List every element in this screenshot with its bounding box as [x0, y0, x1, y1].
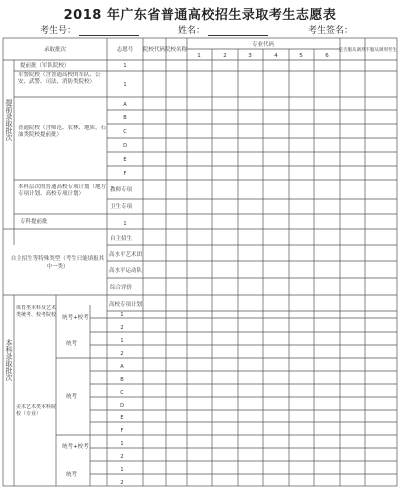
group-public-sec: 军警院校（含普通高校的军队、公安、武警、司法、消防类院校）	[18, 72, 101, 85]
form-title: 2018 年广东省普通高校招生录取考生志愿表	[63, 8, 337, 23]
subgroup-exam-school: 统考+校考	[62, 315, 89, 321]
vol-label: A	[120, 364, 124, 370]
group-art-sports: 体育类本科及艺术类统考、校考院校	[16, 305, 56, 318]
option-special-plan: 高校专项计划	[109, 302, 143, 308]
subgroup-exam3: 统考	[66, 472, 78, 478]
vol-label: 1	[120, 338, 124, 344]
name-label: 姓名：	[178, 26, 206, 36]
vol-label: E	[120, 415, 124, 421]
vol-label: 1	[120, 312, 124, 318]
vol-label: 2	[120, 454, 124, 460]
subgroup-exam-school2: 统考+校考	[62, 444, 89, 450]
vol-label: D	[120, 403, 124, 409]
major-col-3: 3	[248, 53, 252, 59]
group-normal: 普通院校（含师范、农林、地质、石油类院校提前批）	[18, 125, 106, 138]
major-col-2: 2	[223, 53, 227, 59]
vol-label: F	[120, 428, 124, 434]
vol-label: E	[123, 157, 127, 163]
option-health: 卫生专项	[110, 204, 133, 210]
header-school-name: 院校名称	[164, 47, 188, 53]
option-comprehensive: 综合评价	[110, 285, 133, 291]
header-note: 不服从调剂考生	[365, 48, 397, 53]
vol-label: A	[123, 102, 127, 108]
option-high-level-sports: 高水平运动队	[109, 268, 143, 274]
vol-label: 2	[120, 351, 124, 357]
group-military: 提前批（军队院校）	[20, 63, 70, 69]
group-independent: 自主招生等特殊类型（考生只能填报其中一类）	[10, 256, 105, 270]
vol-label: 2	[120, 325, 124, 331]
header-school-code: 院校代码	[142, 47, 166, 53]
major-col-1: 1	[197, 53, 201, 59]
major-col-4: 4	[274, 53, 278, 59]
vol-label: 1	[123, 63, 127, 69]
subgroup-exam2: 统考	[66, 394, 78, 400]
header-category: 录取批次	[43, 47, 67, 53]
group-special-plan: 本科层次的普通高校专项计划（地方专项计划、高校专项计划）	[18, 184, 106, 197]
major-col-5: 5	[299, 53, 303, 59]
vol-label: C	[120, 390, 124, 396]
vol-label: 1	[123, 221, 127, 227]
section-regular: 本科录取批次	[5, 339, 13, 381]
vol-label: C	[123, 129, 127, 135]
option-self-admission: 自主招生	[110, 236, 133, 242]
candidate-no-label: 考生号：	[40, 26, 77, 36]
vol-label: F	[123, 171, 127, 177]
option-high-level-art: 高水平艺术团	[109, 252, 143, 258]
vol-label: 2	[120, 480, 124, 486]
group-vocational: 专科提前批	[20, 219, 48, 225]
vol-label: 1	[120, 441, 124, 447]
vol-label: B	[120, 377, 124, 383]
option-teacher: 教师专项	[110, 187, 133, 193]
header-vol-no: 志愿号	[116, 47, 134, 53]
header-major-group: 专业代码	[251, 42, 275, 48]
major-col-6: 6	[325, 53, 329, 59]
vol-label: 1	[120, 467, 124, 473]
signature-label: 考生签名：	[308, 26, 354, 36]
vol-label: D	[123, 143, 127, 149]
vol-label: B	[123, 115, 127, 121]
subgroup-exam: 统考	[66, 341, 78, 347]
vol-label: 1	[123, 82, 127, 88]
group-art-regular: 美术艺术类本科院校（专业）	[16, 404, 56, 417]
section-advance: 提前录取批次	[5, 99, 13, 141]
header-adjust: 是否服从调剂	[338, 48, 366, 53]
